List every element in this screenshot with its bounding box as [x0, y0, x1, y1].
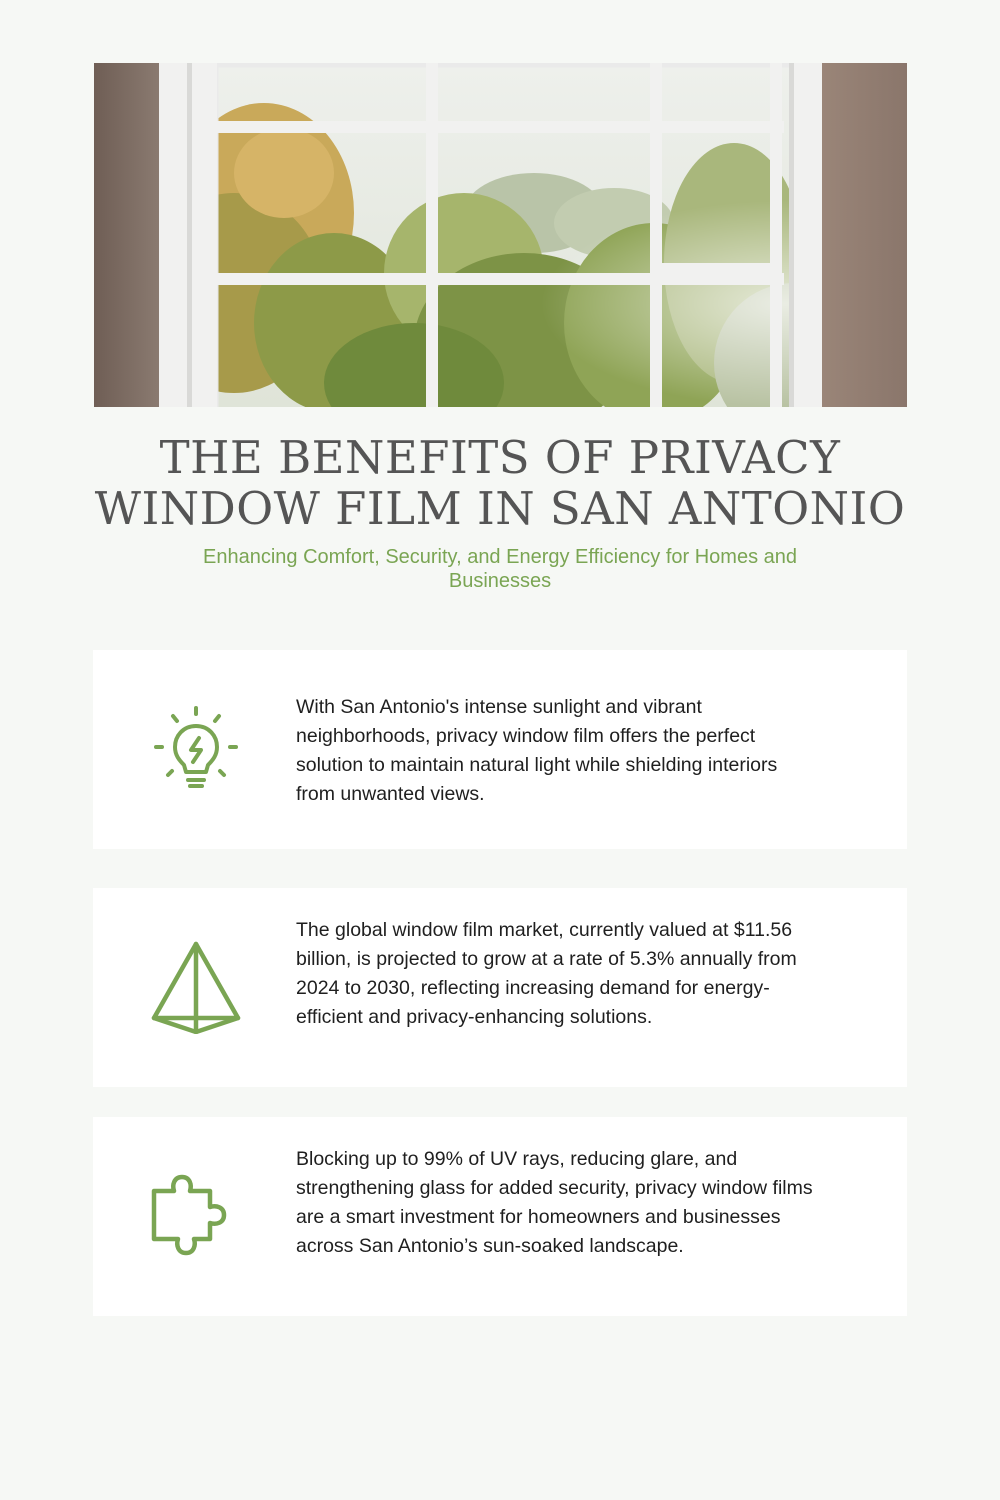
hero-image — [94, 63, 907, 407]
puzzle-icon — [148, 1167, 244, 1263]
pyramid-icon — [148, 938, 244, 1034]
window-with-trees-photo — [94, 63, 907, 407]
benefit-text-3: Blocking up to 99% of UV rays, reducing glare, and strengthening glass for added security, privacy window films are a smart investment for homeowners and businesses across San Antonio’s sun-soaked landscape. — [296, 1148, 813, 1257]
benefit-text-2: The global window film market, currently valued at $11.56 billion, is projected to grow at a rate of 5.3% annually from 2024 to 2030, reflecting increasing demand for energy-efficient and privacy-enhancing solutions. — [296, 919, 797, 1028]
lightbulb-icon — [148, 700, 244, 796]
benefit-text-1: With San Antonio's intense sunlight and vibrant neighborhoods, privacy window film offers the perfect solution to maintain natural light while shielding interiors from unwanted views. — [296, 696, 778, 805]
page-subtitle: Enhancing Comfort, Security, and Energy Efficiency for Homes and Businesses — [203, 546, 797, 592]
title-line-2: WINDOW FILM IN SAN ANTONIO — [94, 482, 906, 535]
title-line-1: THE BENEFITS OF PRIVACY — [159, 431, 841, 484]
page-title — [40, 432, 960, 534]
benefit-card-3 — [93, 1117, 907, 1316]
benefit-card-1 — [93, 650, 907, 849]
benefit-card-2 — [93, 888, 907, 1087]
